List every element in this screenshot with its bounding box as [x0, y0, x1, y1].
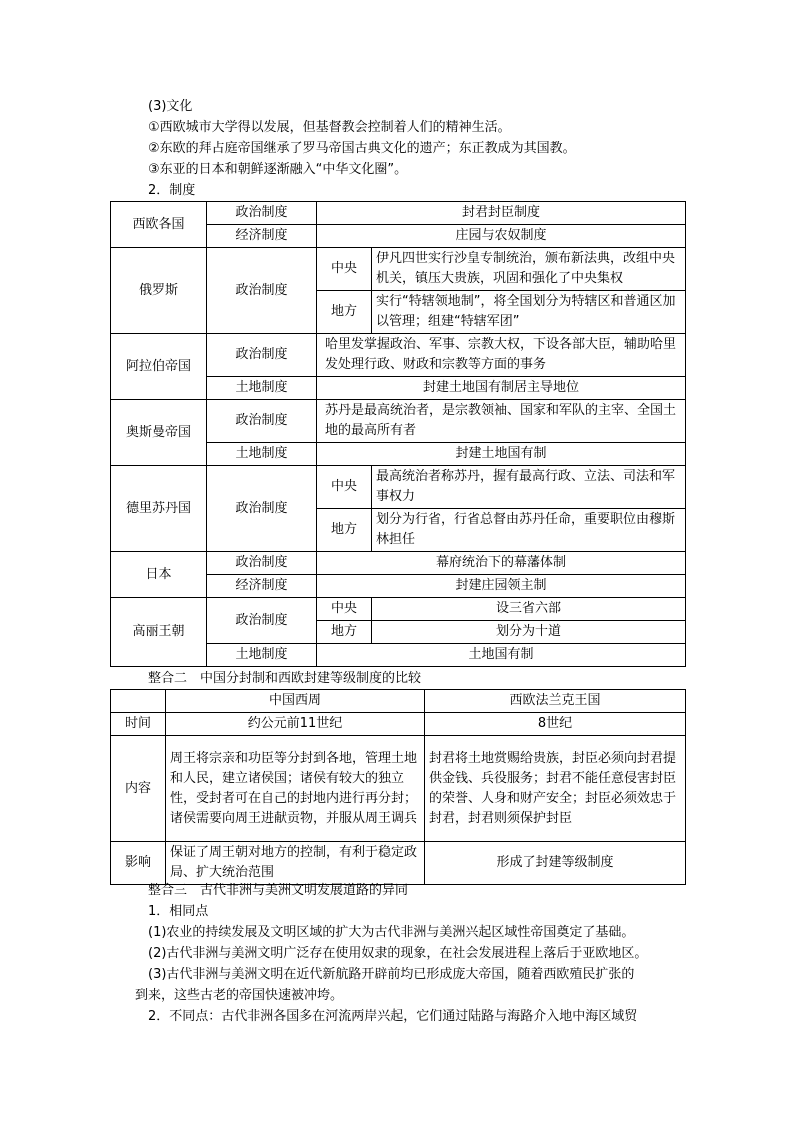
label-local: 地方	[317, 291, 372, 334]
row-label-time: 时间	[111, 713, 166, 736]
system-heading: 2．制度	[148, 183, 196, 198]
similarity-2: (2)古代非洲与美洲文明广泛存在使用奴隶的现象，在社会发展进程上落后于亚欧地区。	[148, 946, 648, 961]
value-cell: 封建庄园领主制	[317, 575, 686, 598]
label-political: 政治制度	[207, 466, 317, 552]
similarity-1: (1)农业的持续发展及文明区域的扩大为古代非洲与美洲兴起区域性帝国奠定了基础。	[148, 925, 635, 940]
value-cell: 8世纪	[425, 713, 686, 736]
value-cell: 周王将宗亲和功臣等分封到各地，管理土地和人民，建立诸侯国；诸侯有较大的独立性，受封者可在自己的封地内进行再分封；诸侯需要向周王进献贡物，并服从周王调兵	[166, 736, 425, 842]
culture-point-1: ①西欧城市大学得以发展，但基督教会控制着人们的精神生活。	[148, 120, 511, 135]
blank-header	[111, 690, 166, 713]
value-cell: 划分为十道	[372, 621, 686, 644]
value-cell: 形成了封建等级制度	[425, 842, 686, 885]
label-central: 中央	[317, 598, 372, 621]
value-cell: 约公元前11世纪	[166, 713, 425, 736]
label-local: 地方	[317, 509, 372, 552]
comparison-table	[110, 689, 686, 885]
country-delhi: 德里苏丹国	[111, 466, 207, 552]
label-land: 土地制度	[207, 644, 317, 667]
section-differences: 2．不同点：古代非洲各国多在河流两岸兴起，它们通过陆路与海路介入地中海区域贸	[148, 1009, 638, 1024]
country-ottoman: 奥斯曼帝国	[111, 400, 207, 466]
label-local: 地方	[317, 621, 372, 644]
column-header-frankish: 西欧法兰克王国	[425, 690, 686, 713]
integration-3-title: 整合三 古代非洲与美洲文明发展道路的异同	[148, 883, 409, 898]
label-central: 中央	[317, 248, 372, 291]
value-cell: 苏丹是最高统治者，是宗教领袖、国家和军队的主宰、全国土地的最高所有者	[317, 400, 686, 443]
value-cell: 封君封臣制度	[317, 202, 686, 225]
value-cell: 伊凡四世实行沙皇专制统治，颁布新法典，改组中央机关，镇压大贵族，巩固和强化了中央集权	[372, 248, 686, 291]
country-japan: 日本	[111, 552, 207, 598]
label-economic: 经济制度	[207, 575, 317, 598]
value-cell: 封建土地国有制	[317, 443, 686, 466]
label-political: 政治制度	[207, 552, 317, 575]
label-land: 土地制度	[207, 443, 317, 466]
column-header-china: 中国西周	[166, 690, 425, 713]
row-label-impact: 影响	[111, 842, 166, 885]
row-label-content: 内容	[111, 736, 166, 842]
section-similarities: 1．相同点	[148, 904, 209, 919]
value-cell: 封建土地国有制居主导地位	[317, 377, 686, 400]
label-political: 政治制度	[207, 400, 317, 443]
value-cell: 封君将土地赏赐给贵族，封臣必须向封君提供金钱、兵役服务；封君不能任意侵害封臣的荣誉、人身和财产安全；封臣必须效忠于封君，封君则须保护封臣	[425, 736, 686, 842]
similarity-3-continued: 到来，这些古老的帝国快速被冲垮。	[135, 988, 344, 1003]
label-political: 政治制度	[207, 248, 317, 334]
value-cell: 土地国有制	[317, 644, 686, 667]
similarity-3: (3)古代非洲与美洲文明在近代新航路开辟前均已形成庞大帝国，随着西欧殖民扩张的	[148, 967, 635, 982]
value-cell: 幕府统治下的幕藩体制	[317, 552, 686, 575]
label-land: 土地制度	[207, 377, 317, 400]
country-goryeo: 高丽王朝	[111, 598, 207, 667]
value-cell: 最高统治者称苏丹，握有最高行政、立法、司法和军事权力	[372, 466, 686, 509]
value-cell: 保证了周王朝对地方的控制，有利于稳定政局、扩大统治范围	[166, 842, 425, 885]
country-russia: 俄罗斯	[111, 248, 207, 334]
value-cell: 设三省六部	[372, 598, 686, 621]
value-cell: 庄园与农奴制度	[317, 225, 686, 248]
label-central: 中央	[317, 466, 372, 509]
system-table	[110, 201, 686, 667]
value-cell: 实行“特辖领地制”，将全国划分为特辖区和普通区加以管理；组建“特辖军团”	[372, 291, 686, 334]
value-cell: 哈里发掌握政治、军事、宗教大权，下设各部大臣，辅助哈里发处理行政、财政和宗教等方面的事务	[317, 334, 686, 377]
country-xiou: 西欧各国	[111, 202, 207, 248]
label-political: 政治制度	[207, 598, 317, 644]
value-cell: 划分为行省，行省总督由苏丹任命，重要职位由穆斯林担任	[372, 509, 686, 552]
culture-point-2: ②东欧的拜占庭帝国继承了罗马帝国古典文化的遗产；东正教成为其国教。	[148, 141, 576, 156]
country-arab: 阿拉伯帝国	[111, 334, 207, 400]
culture-heading: (3)文化	[148, 99, 193, 114]
label-political: 政治制度	[207, 202, 317, 225]
integration-2-title: 整合二 中国分封制和西欧封建等级制度的比较	[148, 671, 422, 686]
culture-point-3: ③东亚的日本和朝鲜逐渐融入“中华文化圈”。	[148, 162, 408, 177]
label-political: 政治制度	[207, 334, 317, 377]
label-economic: 经济制度	[207, 225, 317, 248]
